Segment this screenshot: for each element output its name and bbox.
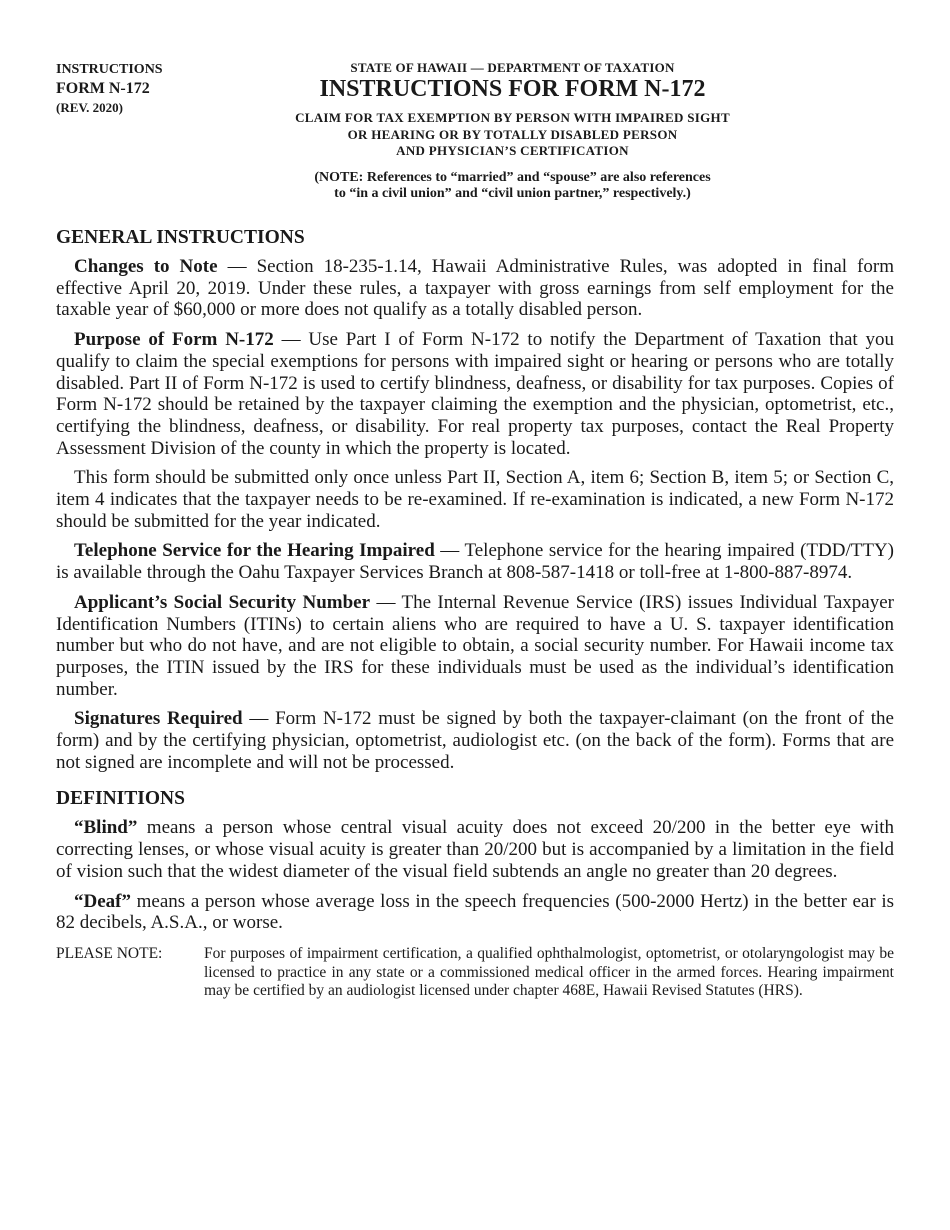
- paragraph-text: — Section 18-235-1.14, Hawaii Administrative Rules, was adopted in final form effective April 20, 2019. Under these rules, a taxpayer with gross earnings from self employment for the taxable year of $60,000 or more does not qualify as a totally disabled person.: [56, 256, 894, 321]
- subtitle-line: OR HEARING OR BY TOTALLY DISABLED PERSON: [347, 126, 678, 142]
- definition-text: means a person whose average loss in the speech frequencies (500-2000 Hertz) in the better ear is 82 decibels, A.S.A., or worse.: [56, 890, 894, 934]
- paragraph-lead: Changes to Note: [74, 256, 218, 277]
- paragraph-lead: Applicant’s Social Security Number: [74, 591, 371, 613]
- paragraph-text: — Use Part I of Form N-172 to notify the Department of Taxation that you qualify to claim the special exemptions for persons with impaired sight or hearing or persons who are totally disabled. Part II of Form N-172 is used to certify blindness, deafness, or disability for tax purposes. Copies of Form N-172 should be retained by the taxpayer claiming the exemption and the physician, optometrist, etc., certifying the blindness, deafness, or disability. For real property tax purposes, contact the Real Property Assessment Division of the county in which the property is located.: [56, 329, 894, 459]
- paragraph-text: This form should be submitted only once unless Part II, Section A, item 6; Section B, item 5; or Section C, item 4 indicates that the taxpayer needs to be re-examined. If re-examination is indicated, a new Form N-172 should be submitted for the year indicated.: [56, 467, 894, 532]
- paragraph-purpose: [56, 329, 894, 459]
- form-id-revision: (REV. 2020): [56, 99, 123, 115]
- document-header: [245, 60, 780, 202]
- please-note-text: For purposes of impairment certification, a qualified ophthalmologist, optometrist, or otolaryngologist may be licensed to practice in any state or a commissioned medical officer in the armed forces. Hearing impairment may be certified by an audiologist licensed under chapter 468E, Hawaii Revised Statutes (HRS).: [204, 944, 894, 1000]
- paragraph-signatures: [56, 708, 894, 773]
- form-id-number: FORM N-172: [56, 79, 150, 97]
- note-line: (NOTE: References to “married” and “spouse” are also references: [314, 170, 711, 186]
- instructions-body: [56, 226, 894, 1001]
- definition-deaf: [56, 891, 894, 934]
- form-subtitle: [245, 110, 780, 159]
- paragraph-text: — Form N-172 must be signed by both the taxpayer-claimant (on the front of the form) and by the certifying physician, optometrist, audiologist etc. (on the back of the form). Forms that are not signed are incomplete and will not be processed.: [56, 708, 894, 773]
- form-identifier: [56, 62, 163, 116]
- paragraph-telephone-service: [56, 540, 894, 583]
- paragraph-submission: [56, 467, 894, 532]
- form-id-instructions: INSTRUCTIONS: [56, 62, 163, 77]
- definition-term: “Deaf”: [74, 890, 131, 912]
- paragraph-lead: Purpose of Form N-172: [74, 329, 274, 351]
- definitions-heading: DEFINITIONS: [56, 788, 185, 810]
- subtitle-line: AND PHYSICIAN’S CERTIFICATION: [396, 142, 629, 158]
- please-note: [56, 945, 894, 1001]
- general-instructions-heading: GENERAL INSTRUCTIONS: [56, 227, 305, 248]
- department-line: STATE OF HAWAII — DEPARTMENT OF TAXATION: [350, 60, 675, 75]
- page-title: INSTRUCTIONS FOR FORM N-172: [319, 76, 706, 102]
- paragraph-ssn: [56, 592, 894, 701]
- paragraph-changes-to-note: [56, 256, 894, 321]
- paragraph-text: — Telephone service for the hearing impaired (TDD/TTY) is available through the Oahu Taxpayer Services Branch at 808-587-1418 or toll-free at 1-800-887-8974.: [56, 540, 894, 584]
- definition-term: “Blind”: [74, 817, 138, 839]
- paragraph-lead: Telephone Service for the Hearing Impaired: [74, 540, 435, 562]
- paragraph-lead: Signatures Required: [74, 708, 243, 730]
- definition-blind: [56, 817, 894, 882]
- note-line: to “in a civil union” and “civil union partner,” respectively.): [334, 186, 691, 202]
- please-note-label: PLEASE NOTE:: [56, 944, 163, 962]
- definition-text: means a person whose central visual acuity does not exceed 20/200 in the better eye with correcting lenses, or whose visual acuity is greater than 20/200 but is accompanied by a limitation in the field of vision such that the widest diameter of the visual field subtends an angle no greater than 20 degrees.: [56, 817, 894, 882]
- paragraph-text: — The Internal Revenue Service (IRS) issues Individual Taxpayer Identification Numbers (ITINs) to certain aliens who are required to have a U. S. taxpayer identification number but who do not have, and are not eligible to obtain, a social security number. For Hawaii income tax purposes, the ITIN issued by the IRS for these individuals must be used as the individual’s identification number.: [56, 591, 895, 700]
- subtitle-line: CLAIM FOR TAX EXEMPTION BY PERSON WITH IMPAIRED SIGHT: [295, 110, 730, 126]
- civil-union-note: [245, 170, 780, 202]
- definitions-section: [56, 787, 894, 934]
